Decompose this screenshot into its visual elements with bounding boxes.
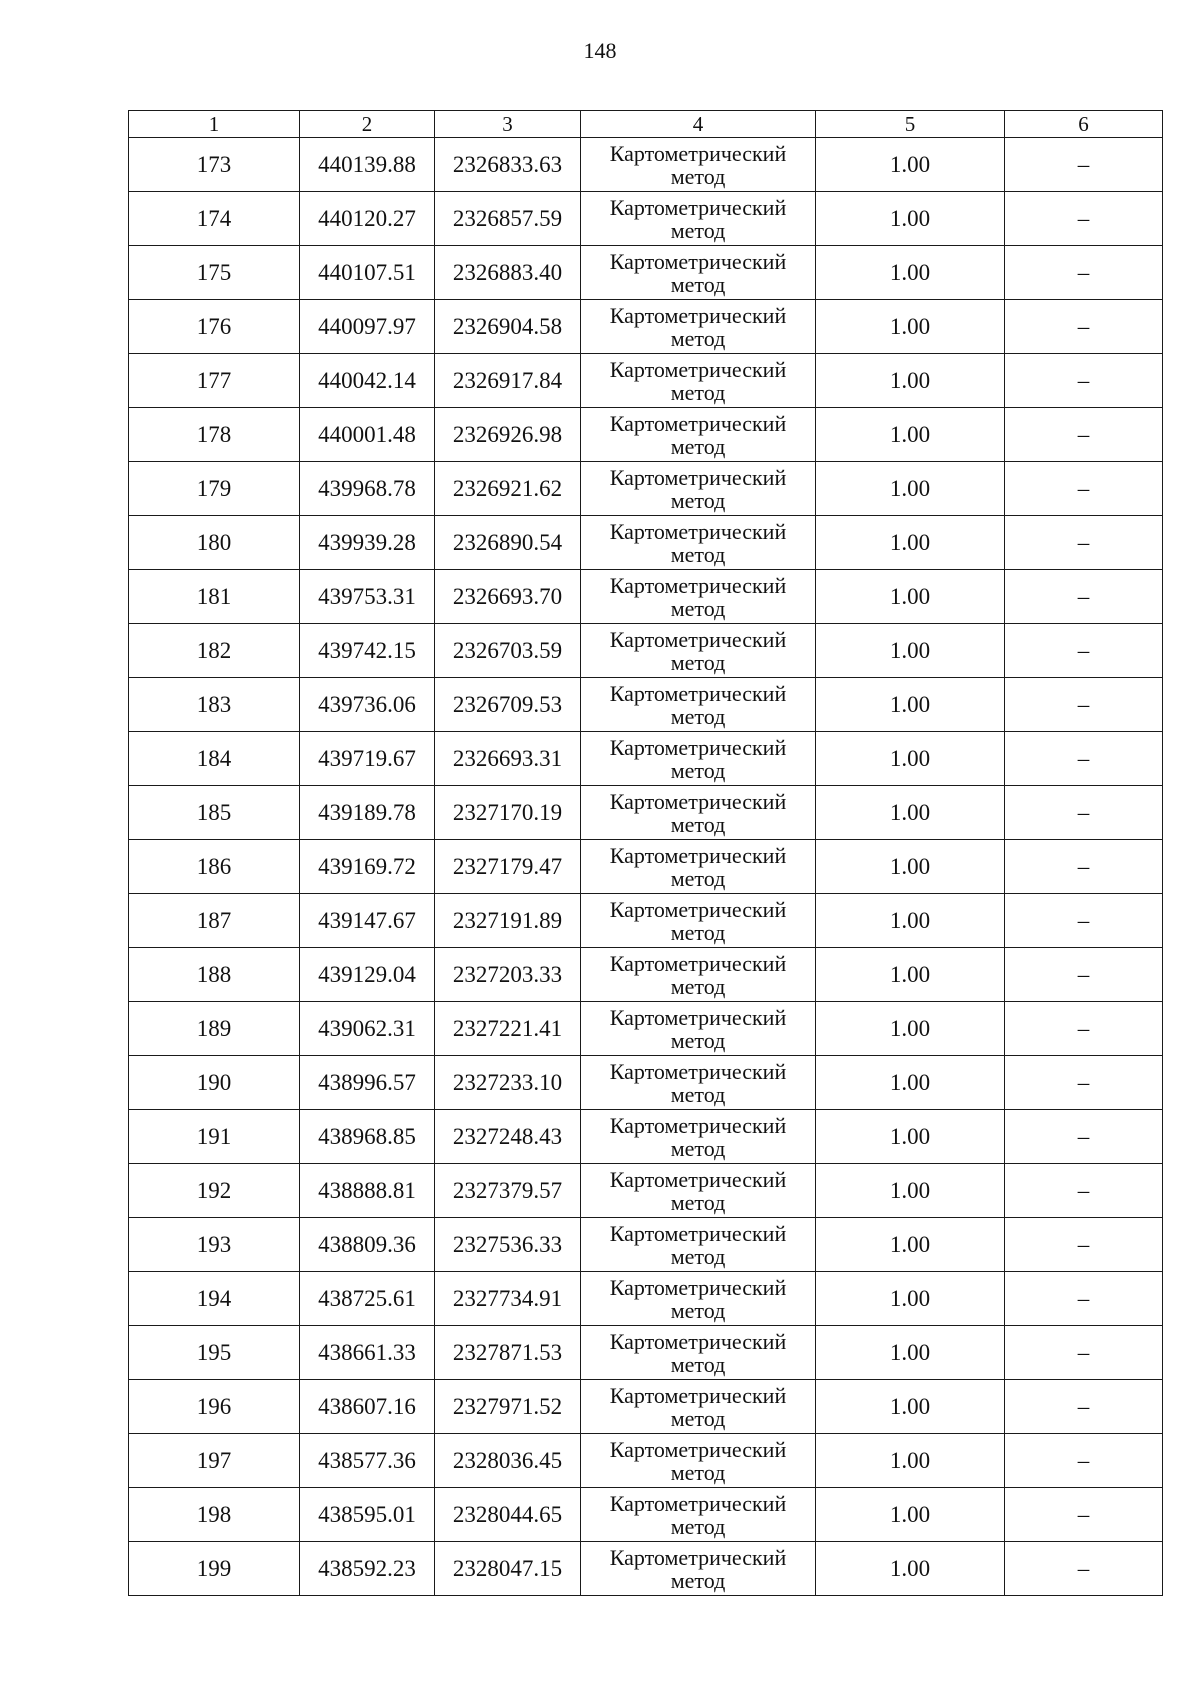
method-text: метод [670,217,726,243]
table-row [129,1110,1163,1164]
column-header-6: 6 [1005,111,1163,138]
method-text: Картометрический [609,1382,787,1408]
note-cell: – [1005,408,1163,462]
method-text: Картометрический [609,1058,787,1084]
table-row [129,786,1163,840]
coordinates-table [128,110,1163,1596]
method-text: Картометрический [609,194,787,220]
accuracy-cell: 1.00 [816,408,1005,462]
method-text: метод [670,757,726,783]
column-header-5: 5 [816,111,1005,138]
method-text: метод [670,649,726,675]
method-text: метод [670,1351,726,1377]
method-text: Картометрический [609,842,787,868]
table-row [129,1434,1163,1488]
column-header-3: 3 [435,111,581,138]
method-cell [581,246,816,300]
method-cell [581,300,816,354]
method-cell [581,948,816,1002]
method-text: Картометрический [609,788,787,814]
y-coordinate-cell: 2327536.33 [435,1218,581,1272]
table-row [129,948,1163,1002]
point-number-cell: 195 [129,1326,300,1380]
method-cell [581,1164,816,1218]
method-text: Картометрический [609,1166,787,1192]
y-coordinate-cell: 2326883.40 [435,246,581,300]
x-coordinate-cell: 439968.78 [300,462,435,516]
header-row [129,111,1163,138]
table-row [129,624,1163,678]
x-coordinate-cell: 440120.27 [300,192,435,246]
accuracy-cell: 1.00 [816,1434,1005,1488]
method-cell [581,192,816,246]
point-number-cell: 180 [129,516,300,570]
method-text: метод [670,433,726,459]
accuracy-cell: 1.00 [816,354,1005,408]
column-header-4: 4 [581,111,816,138]
table-header [129,111,1163,138]
method-cell [581,1380,816,1434]
method-text: Картометрический [609,464,787,490]
method-text: Картометрический [609,572,787,598]
accuracy-cell: 1.00 [816,1488,1005,1542]
point-number-cell: 198 [129,1488,300,1542]
method-text: Картометрический [609,734,787,760]
method-cell [581,462,816,516]
y-coordinate-cell: 2327170.19 [435,786,581,840]
note-cell: – [1005,354,1163,408]
table-row [129,300,1163,354]
table-row [129,1056,1163,1110]
accuracy-cell: 1.00 [816,1002,1005,1056]
note-cell: – [1005,300,1163,354]
table-row [129,1002,1163,1056]
method-text: метод [670,919,726,945]
point-number-cell: 179 [129,462,300,516]
y-coordinate-cell: 2326693.31 [435,732,581,786]
accuracy-cell: 1.00 [816,1056,1005,1110]
table-row [129,516,1163,570]
method-text: метод [670,325,726,351]
y-coordinate-cell: 2327971.52 [435,1380,581,1434]
point-number-cell: 178 [129,408,300,462]
point-number-cell: 187 [129,894,300,948]
method-text: Картометрический [609,896,787,922]
accuracy-cell: 1.00 [816,300,1005,354]
method-text: метод [670,1189,726,1215]
note-cell: – [1005,678,1163,732]
column-header-2: 2 [300,111,435,138]
y-coordinate-cell: 2326693.70 [435,570,581,624]
y-coordinate-cell: 2326833.63 [435,138,581,192]
accuracy-cell: 1.00 [816,894,1005,948]
method-cell [581,1272,816,1326]
y-coordinate-cell: 2326921.62 [435,462,581,516]
method-text: метод [670,1027,726,1053]
note-cell: – [1005,1434,1163,1488]
point-number-cell: 191 [129,1110,300,1164]
method-text: метод [670,379,726,405]
method-text: Картометрический [609,140,787,166]
x-coordinate-cell: 439939.28 [300,516,435,570]
x-coordinate-cell: 439147.67 [300,894,435,948]
y-coordinate-cell: 2326890.54 [435,516,581,570]
y-coordinate-cell: 2327191.89 [435,894,581,948]
table-row [129,1326,1163,1380]
table-row [129,408,1163,462]
method-cell [581,1002,816,1056]
table-row [129,1272,1163,1326]
method-text: метод [670,595,726,621]
point-number-cell: 177 [129,354,300,408]
method-cell [581,570,816,624]
point-number-cell: 188 [129,948,300,1002]
accuracy-cell: 1.00 [816,1110,1005,1164]
accuracy-cell: 1.00 [816,948,1005,1002]
table-row [129,246,1163,300]
accuracy-cell: 1.00 [816,624,1005,678]
method-text: Картометрический [609,950,787,976]
method-cell [581,840,816,894]
table-row [129,1542,1163,1596]
x-coordinate-cell: 438607.16 [300,1380,435,1434]
method-cell [581,678,816,732]
x-coordinate-cell: 439129.04 [300,948,435,1002]
note-cell: – [1005,516,1163,570]
method-cell [581,1056,816,1110]
table-row [129,138,1163,192]
x-coordinate-cell: 438888.81 [300,1164,435,1218]
table-row [129,462,1163,516]
table-row [129,732,1163,786]
y-coordinate-cell: 2326917.84 [435,354,581,408]
note-cell: – [1005,948,1163,1002]
accuracy-cell: 1.00 [816,1380,1005,1434]
method-text: Картометрический [609,1490,787,1516]
y-coordinate-cell: 2327233.10 [435,1056,581,1110]
method-text: метод [670,1081,726,1107]
note-cell: – [1005,1326,1163,1380]
method-cell [581,1434,816,1488]
point-number-cell: 197 [129,1434,300,1488]
method-cell [581,516,816,570]
method-text: метод [670,1135,726,1161]
y-coordinate-cell: 2327248.43 [435,1110,581,1164]
method-text: Картометрический [609,680,787,706]
point-number-cell: 183 [129,678,300,732]
method-text: метод [670,1459,726,1485]
method-text: Картометрический [609,1328,787,1354]
note-cell: – [1005,1056,1163,1110]
x-coordinate-cell: 438809.36 [300,1218,435,1272]
method-text: Картометрический [609,626,787,652]
note-cell: – [1005,462,1163,516]
x-coordinate-cell: 440042.14 [300,354,435,408]
note-cell: – [1005,840,1163,894]
note-cell: – [1005,192,1163,246]
method-cell [581,894,816,948]
x-coordinate-cell: 438725.61 [300,1272,435,1326]
y-coordinate-cell: 2326926.98 [435,408,581,462]
table-body [129,138,1163,1596]
y-coordinate-cell: 2326703.59 [435,624,581,678]
point-number-cell: 175 [129,246,300,300]
table-row [129,678,1163,732]
method-text: метод [670,541,726,567]
y-coordinate-cell: 2328047.15 [435,1542,581,1596]
accuracy-cell: 1.00 [816,786,1005,840]
x-coordinate-cell: 438592.23 [300,1542,435,1596]
table-row [129,1488,1163,1542]
x-coordinate-cell: 438661.33 [300,1326,435,1380]
point-number-cell: 189 [129,1002,300,1056]
method-text: Картометрический [609,1436,787,1462]
note-cell: – [1005,732,1163,786]
table-row [129,840,1163,894]
y-coordinate-cell: 2326904.58 [435,300,581,354]
method-cell [581,1542,816,1596]
method-cell [581,354,816,408]
note-cell: – [1005,894,1163,948]
method-text: метод [670,703,726,729]
table-row [129,1218,1163,1272]
accuracy-cell: 1.00 [816,1218,1005,1272]
method-text: Картометрический [609,1274,787,1300]
method-text: Картометрический [609,1544,787,1570]
accuracy-cell: 1.00 [816,570,1005,624]
point-number-cell: 184 [129,732,300,786]
y-coordinate-cell: 2327179.47 [435,840,581,894]
method-text: Картометрический [609,356,787,382]
method-text: метод [670,811,726,837]
point-number-cell: 173 [129,138,300,192]
point-number-cell: 193 [129,1218,300,1272]
point-number-cell: 199 [129,1542,300,1596]
accuracy-cell: 1.00 [816,1164,1005,1218]
method-text: метод [670,1567,726,1593]
y-coordinate-cell: 2327871.53 [435,1326,581,1380]
method-cell [581,1110,816,1164]
x-coordinate-cell: 440001.48 [300,408,435,462]
accuracy-cell: 1.00 [816,192,1005,246]
method-text: метод [670,1405,726,1431]
y-coordinate-cell: 2328044.65 [435,1488,581,1542]
accuracy-cell: 1.00 [816,840,1005,894]
x-coordinate-cell: 438577.36 [300,1434,435,1488]
x-coordinate-cell: 439169.72 [300,840,435,894]
x-coordinate-cell: 439736.06 [300,678,435,732]
y-coordinate-cell: 2327203.33 [435,948,581,1002]
table-row [129,1380,1163,1434]
point-number-cell: 185 [129,786,300,840]
method-cell [581,408,816,462]
method-text: Картометрический [609,410,787,436]
y-coordinate-cell: 2327221.41 [435,1002,581,1056]
accuracy-cell: 1.00 [816,732,1005,786]
method-text: Картометрический [609,1004,787,1030]
accuracy-cell: 1.00 [816,246,1005,300]
note-cell: – [1005,1488,1163,1542]
method-text: метод [670,865,726,891]
note-cell: – [1005,786,1163,840]
note-cell: – [1005,1218,1163,1272]
method-text: Картометрический [609,1220,787,1246]
table-row [129,354,1163,408]
note-cell: – [1005,1002,1163,1056]
column-header-1: 1 [129,111,300,138]
x-coordinate-cell: 440097.97 [300,300,435,354]
method-cell [581,1218,816,1272]
method-cell [581,1488,816,1542]
note-cell: – [1005,1110,1163,1164]
x-coordinate-cell: 438996.57 [300,1056,435,1110]
y-coordinate-cell: 2327379.57 [435,1164,581,1218]
point-number-cell: 186 [129,840,300,894]
method-text: метод [670,271,726,297]
table-row [129,570,1163,624]
page-number: 148 [583,38,617,63]
point-number-cell: 176 [129,300,300,354]
accuracy-cell: 1.00 [816,678,1005,732]
x-coordinate-cell: 438595.01 [300,1488,435,1542]
x-coordinate-cell: 440107.51 [300,246,435,300]
accuracy-cell: 1.00 [816,1326,1005,1380]
x-coordinate-cell: 439189.78 [300,786,435,840]
point-number-cell: 194 [129,1272,300,1326]
method-text: метод [670,163,726,189]
note-cell: – [1005,246,1163,300]
table-row [129,192,1163,246]
accuracy-cell: 1.00 [816,462,1005,516]
accuracy-cell: 1.00 [816,1542,1005,1596]
point-number-cell: 192 [129,1164,300,1218]
x-coordinate-cell: 439062.31 [300,1002,435,1056]
point-number-cell: 181 [129,570,300,624]
point-number-cell: 182 [129,624,300,678]
point-number-cell: 190 [129,1056,300,1110]
note-cell: – [1005,624,1163,678]
x-coordinate-cell: 439719.67 [300,732,435,786]
note-cell: – [1005,1164,1163,1218]
method-text: Картометрический [609,302,787,328]
note-cell: – [1005,138,1163,192]
method-cell [581,732,816,786]
y-coordinate-cell: 2326709.53 [435,678,581,732]
accuracy-cell: 1.00 [816,1272,1005,1326]
note-cell: – [1005,570,1163,624]
note-cell: – [1005,1542,1163,1596]
y-coordinate-cell: 2328036.45 [435,1434,581,1488]
y-coordinate-cell: 2327734.91 [435,1272,581,1326]
note-cell: – [1005,1380,1163,1434]
method-cell [581,1326,816,1380]
table-row [129,1164,1163,1218]
method-cell [581,138,816,192]
y-coordinate-cell: 2326857.59 [435,192,581,246]
table-row [129,894,1163,948]
method-text: метод [670,1297,726,1323]
method-text: метод [670,487,726,513]
method-cell [581,786,816,840]
x-coordinate-cell: 439742.15 [300,624,435,678]
method-cell [581,624,816,678]
method-text: Картометрический [609,248,787,274]
note-cell: – [1005,1272,1163,1326]
point-number-cell: 196 [129,1380,300,1434]
method-text: метод [670,973,726,999]
method-text: метод [670,1513,726,1539]
method-text: Картометрический [609,1112,787,1138]
accuracy-cell: 1.00 [816,516,1005,570]
x-coordinate-cell: 438968.85 [300,1110,435,1164]
point-number-cell: 174 [129,192,300,246]
x-coordinate-cell: 439753.31 [300,570,435,624]
x-coordinate-cell: 440139.88 [300,138,435,192]
method-text: Картометрический [609,518,787,544]
accuracy-cell: 1.00 [816,138,1005,192]
method-text: метод [670,1243,726,1269]
